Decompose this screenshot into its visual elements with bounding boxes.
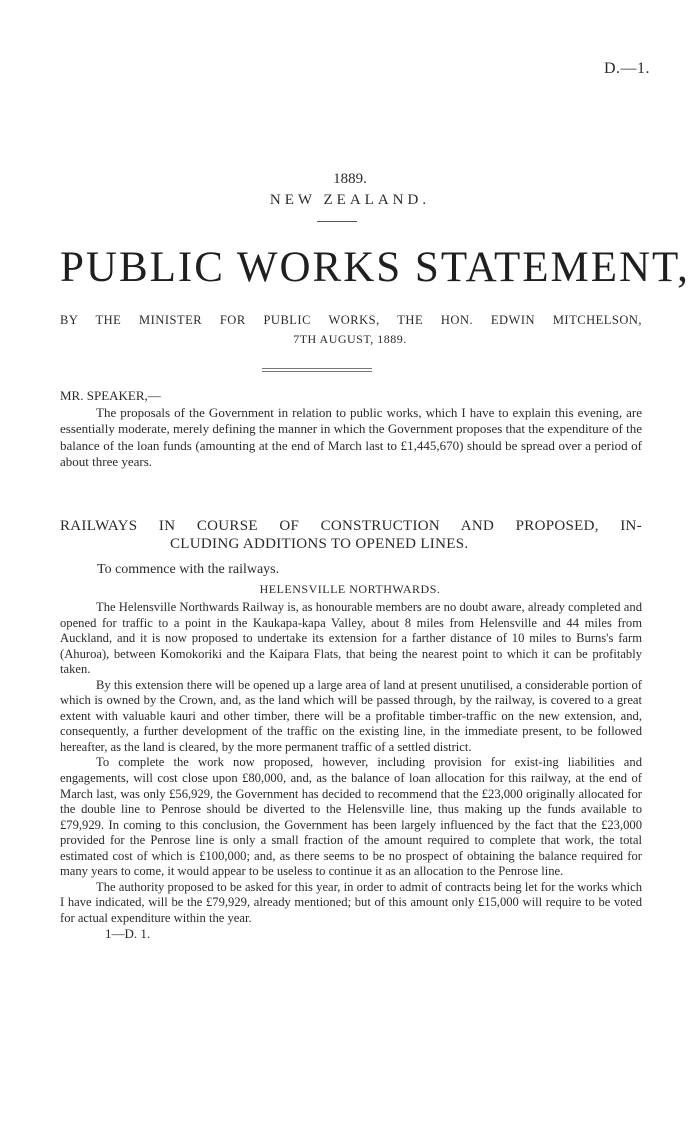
- statement-date: 7TH AUGUST, 1889.: [293, 332, 407, 346]
- section-heading: [60, 517, 642, 553]
- document-year: 1889.: [333, 171, 367, 187]
- main-text: [60, 600, 642, 942]
- short-divider: [317, 221, 357, 222]
- section-heading-line1: RAILWAYS IN COURSE OF CONSTRUCTION AND PROPOSED, IN-: [60, 518, 642, 534]
- salutation: MR. SPEAKER,—: [60, 388, 161, 403]
- paragraph: To complete the work now proposed, however, including provision for exist-ing liabilities and engagements, will cost close upon £80,000, and, as the balance of loan allocation for this railway, at the end of March last, was only £56,929, the Government has decided to recommend that the £23,000 originally allocated for the double line to Penrose should be diverted to the Helensville line, thus making up the funds available to £79,929. In coming to this conclusion, the Government has been largely influenced by the fact that the £23,000 provided for the Penrose line is only a small fraction of the amount required to complete that work, the total estimated cost of which is £100,000; and, as there seems to be no prospect of obtaining the balance required for many years to come, it would appear to be useless to continue it as an allocation to the Penrose line.: [60, 755, 642, 879]
- intro-paragraph: The proposals of the Government in relation to public works, which I have to explain this evening, are essentially moderate, merely defining the manner in which the Government proposes that the expenditure of the balance of the loan funds (amounting at the end of March last to £1,445,670) should be spread over a period of about three years.: [60, 404, 642, 470]
- page-reference: D.—1.: [603, 60, 650, 77]
- document-title: PUBLIC WORKS STATEMENT,: [60, 244, 690, 291]
- country-heading: NEW ZEALAND.: [269, 192, 431, 208]
- subheading-helensville: HELENSVILLE NORTHWARDS.: [259, 582, 441, 596]
- paragraph: By this extension there will be opened up a large area of land at present unutilised, a considerable portion of which is owned by the Crown, and, as the land which will be passed through, by the railway, is covered to a great extent with valuable kauri and other timber, there will be a profitable timber-traffic on the new extension, and, consequently, a further development of the traffic on the existing line, in the immediate present, to be followed hereafter, as the land is cleared, by the more permanent traffic of a settled district.: [60, 677, 642, 754]
- paragraph: The Helensville Northwards Railway is, as honourable members are no doubt aware, already completed and opened for traffic to a point in the Kaukapa-kapa Valley, about 8 miles from Helensville and 44 miles from Auckland, and it is now proposed to undertake its extension for a farther distance of 10 miles to Burns's farm (Ahuroa), between Komokoriki and the Kaipara Flats, that being the nearest point to which it can be profitably taken.: [60, 600, 642, 677]
- intro-block: [60, 388, 642, 471]
- commence-line: To commence with the railways.: [97, 562, 280, 577]
- section-heading-line2: CLUDING ADDITIONS TO OPENED LINES.: [170, 536, 469, 552]
- paragraph: The authority proposed to be asked for this year, in order to admit of contracts being let for the works which I have indicated, will be the £79,929, already mentioned; but of this amount only £15,000 will require to be voted for actual expenditure within the year.: [60, 879, 642, 925]
- footer-reference: 1—D. 1.: [105, 926, 151, 942]
- double-divider: [262, 368, 372, 374]
- byline: BY THE MINISTER FOR PUBLIC WORKS, THE HON. EDWIN MITCHELSON,: [60, 313, 642, 327]
